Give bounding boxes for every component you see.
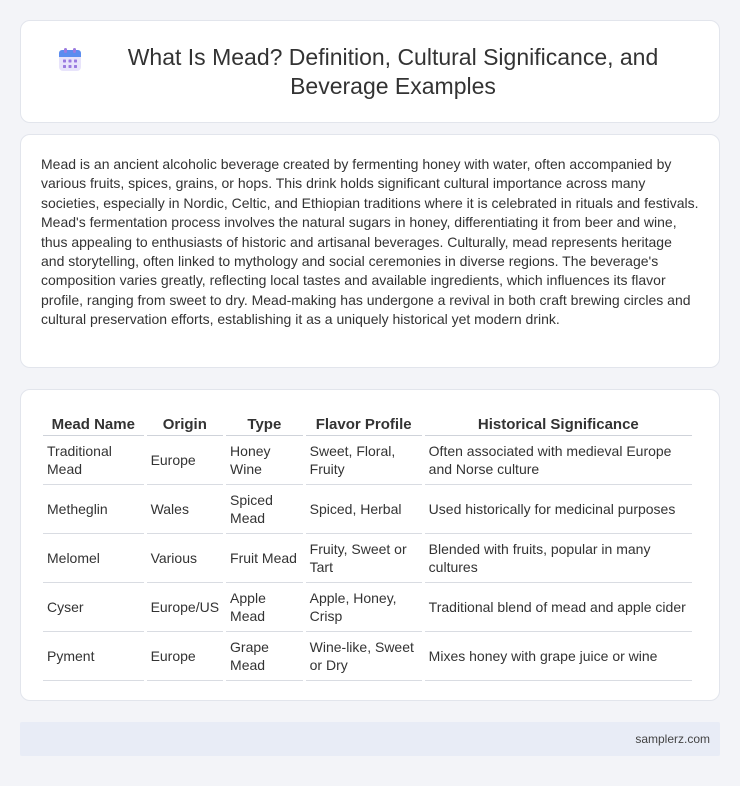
cell-flavor-profile: Spiced, Herbal (306, 485, 422, 534)
header-flavor-profile: Flavor Profile (306, 410, 422, 436)
cell-origin: Wales (147, 485, 223, 534)
cell-historical-significance: Mixes honey with grape juice or wine (425, 632, 692, 681)
cell-flavor-profile: Apple, Honey, Crisp (306, 583, 422, 632)
cell-type: Fruit Mead (226, 534, 303, 583)
title-card (20, 20, 720, 123)
table-header-row (43, 410, 692, 436)
cell-origin: Europe (147, 632, 223, 681)
cell-origin: Europe/US (147, 583, 223, 632)
header-mead-name: Mead Name (43, 410, 144, 436)
footer-source: samplerz.com (635, 732, 710, 746)
cell-historical-significance: Traditional blend of mead and apple cider (425, 583, 692, 632)
table-row (43, 485, 692, 534)
intro-paragraph: Mead is an ancient alcoholic beverage created by fermenting honey with water, often accompanied by various fruits, spices, grains, or hops. This drink holds significant cultural importance across many societies, especially in Nordic, Celtic, and Ethiopian traditions where it is celebrated in rituals and festivals. Mead's fermentation process involves the natural sugars in honey, differentiating it from beer and wine, thus appealing to enthusiasts of historic and artisanal beverages. Culturally, mead represents heritage and storytelling, often linked to mythology and social ceremonies in diverse regions. The beverage's composition varies greatly, reflecting local tastes and available ingredients, which influences its flavor profile, ranging from sweet to dry. Mead-making has undergone a revival in both craft brewing circles and cultural preservation efforts, establishing it as a uniquely historical yet modern drink. (41, 156, 699, 328)
cell-mead-name: Melomel (43, 534, 144, 583)
cell-historical-significance: Used historically for medicinal purposes (425, 485, 692, 534)
cell-type: Honey Wine (226, 436, 303, 485)
cell-mead-name: Pyment (43, 632, 144, 681)
table-row (43, 583, 692, 632)
cell-mead-name: Cyser (43, 583, 144, 632)
page-title: What Is Mead? Definition, Cultural Significance, and Beverage Examples (127, 43, 659, 99)
table-row (43, 632, 692, 681)
cell-flavor-profile: Fruity, Sweet or Tart (306, 534, 422, 583)
cell-flavor-profile: Wine-like, Sweet or Dry (306, 632, 422, 681)
header-type: Type (226, 410, 303, 436)
cell-origin: Europe (147, 436, 223, 485)
calendar-icon (57, 47, 83, 73)
cell-type: Grape Mead (226, 632, 303, 681)
cell-flavor-profile: Sweet, Floral, Fruity (306, 436, 422, 485)
cell-historical-significance: Often associated with medieval Europe and Norse culture (425, 436, 692, 485)
header-origin: Origin (147, 410, 223, 436)
cell-origin: Various (147, 534, 223, 583)
cell-historical-significance: Blended with fruits, popular in many cultures (425, 534, 692, 583)
header-historical-significance: Historical Significance (425, 410, 692, 436)
cell-mead-name: Traditional Mead (43, 436, 144, 485)
footer (20, 722, 720, 756)
cell-type: Apple Mead (226, 583, 303, 632)
title-wrap (50, 43, 690, 101)
cell-mead-name: Metheglin (43, 485, 144, 534)
table-card (20, 389, 720, 701)
cell-type: Spiced Mead (226, 485, 303, 534)
table-row (43, 436, 692, 485)
mead-table (40, 410, 695, 681)
table-row (43, 534, 692, 583)
intro-card (20, 134, 720, 368)
